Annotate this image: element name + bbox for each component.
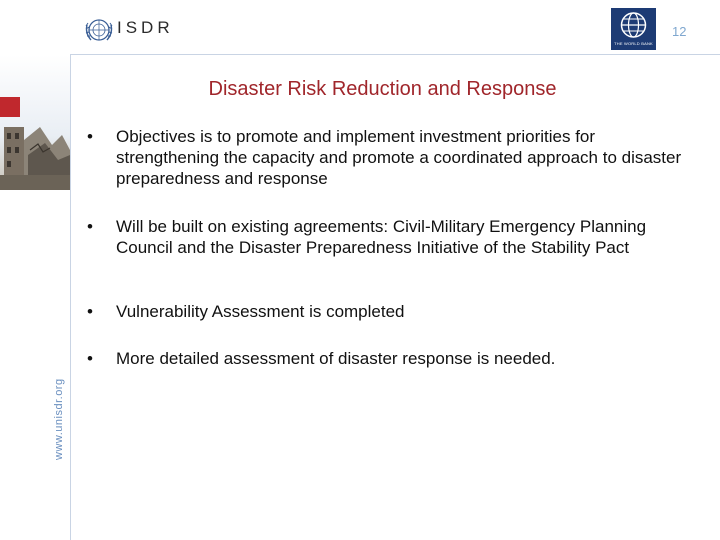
slide-title: Disaster Risk Reduction and Response [208,78,557,100]
globe-icon [611,8,656,44]
bullet-text: Will be built on existing agreements: Civil-Military Emergency Planning Council and the Disaster Preparedness Initiative of the Stability Pact [116,217,647,257]
bullet-marker: • [87,217,93,236]
world-bank-caption: THE WORLD BANK [614,41,653,46]
bullet-item [85,216,700,258]
un-emblem-icon [82,13,116,47]
bullet-item [85,348,555,369]
bullet-item [85,301,405,322]
website-url: www.unisdr.org [53,378,65,460]
bullet-marker: • [87,127,93,146]
left-rule [70,54,71,540]
isdr-wordmark: ISDR [117,18,174,37]
bullet-text: More detailed assessment of disaster response is needed. [116,349,556,368]
bullet-text: Objectives is to promote and implement investment priorities for strengthening the capacity and promote a coordinated approach to disaster preparedness and response [116,127,682,188]
bullet-text: Vulnerability Assessment is completed [116,302,405,321]
header-rule [70,54,720,55]
page-number: 12 [672,24,687,39]
bullet-item [85,126,700,189]
accent-square [0,97,20,117]
bullet-marker: • [87,302,93,321]
bullet-marker: • [87,349,93,368]
damaged-building-photo [0,55,70,190]
